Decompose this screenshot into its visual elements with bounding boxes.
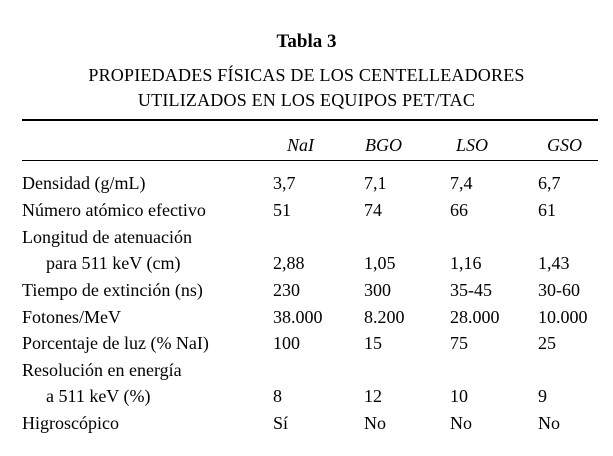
cell-bgo: 7,1 bbox=[364, 173, 387, 193]
row-label: Longitud de atenuación bbox=[22, 227, 192, 247]
cell-bgo: 74 bbox=[364, 200, 382, 220]
row-label: Número atómico efectivo bbox=[22, 200, 206, 220]
table-header-rule bbox=[22, 160, 598, 161]
row-label: Fotones/MeV bbox=[22, 307, 121, 327]
cell-nai: 51 bbox=[273, 200, 291, 220]
cell-gso: 9 bbox=[538, 386, 547, 406]
cell-lso: 75 bbox=[450, 333, 468, 353]
cell-bgo: 8.200 bbox=[364, 307, 405, 327]
row-label-continuation: para 511 keV (cm) bbox=[46, 253, 181, 273]
cell-gso: 10.000 bbox=[538, 307, 588, 327]
column-header-lso: LSO bbox=[456, 135, 489, 155]
cell-gso: No bbox=[538, 413, 560, 433]
cell-lso: 66 bbox=[450, 200, 468, 220]
cell-nai: 3,7 bbox=[273, 173, 296, 193]
column-header-gso: GSO bbox=[547, 135, 582, 155]
cell-gso: 30-60 bbox=[538, 280, 580, 300]
row-label: Tiempo de extinción (ns) bbox=[22, 280, 203, 300]
cell-gso: 61 bbox=[538, 200, 556, 220]
table-title bbox=[0, 63, 613, 113]
cell-nai: 38.000 bbox=[273, 307, 323, 327]
cell-lso: 7,4 bbox=[450, 173, 473, 193]
row-label: Porcentaje de luz (% NaI) bbox=[22, 333, 209, 353]
cell-nai: 8 bbox=[273, 386, 282, 406]
cell-nai: 2,88 bbox=[273, 253, 305, 273]
table-title-line-1: PROPIEDADES FÍSICAS DE LOS CENTELLEADORES bbox=[88, 65, 525, 85]
cell-gso: 6,7 bbox=[538, 173, 561, 193]
cell-gso: 25 bbox=[538, 333, 556, 353]
cell-lso: 35-45 bbox=[450, 280, 492, 300]
cell-bgo: 300 bbox=[364, 280, 391, 300]
column-header-bgo: BGO bbox=[365, 135, 402, 155]
cell-lso: No bbox=[450, 413, 472, 433]
cell-nai: 230 bbox=[273, 280, 300, 300]
row-label: Densidad (g/mL) bbox=[22, 173, 146, 193]
row-label: Higroscópico bbox=[22, 413, 119, 433]
table-number: Tabla 3 bbox=[276, 31, 337, 52]
cell-nai: 100 bbox=[273, 333, 300, 353]
row-label: Resolución en energía bbox=[22, 360, 182, 380]
table-title-line-2: UTILIZADOS EN LOS EQUIPOS PET/TAC bbox=[137, 90, 476, 110]
cell-bgo: No bbox=[364, 413, 386, 433]
cell-gso: 1,43 bbox=[538, 253, 570, 273]
table-top-rule bbox=[22, 119, 598, 121]
cell-bgo: 15 bbox=[364, 333, 382, 353]
cell-bgo: 1,05 bbox=[364, 253, 396, 273]
cell-nai: Sí bbox=[273, 413, 289, 433]
cell-lso: 28.000 bbox=[450, 307, 500, 327]
cell-lso: 1,16 bbox=[450, 253, 482, 273]
row-label-continuation: a 511 keV (%) bbox=[46, 386, 151, 406]
cell-bgo: 12 bbox=[364, 386, 382, 406]
column-header-nai: NaI bbox=[287, 135, 314, 155]
cell-lso: 10 bbox=[450, 386, 468, 406]
